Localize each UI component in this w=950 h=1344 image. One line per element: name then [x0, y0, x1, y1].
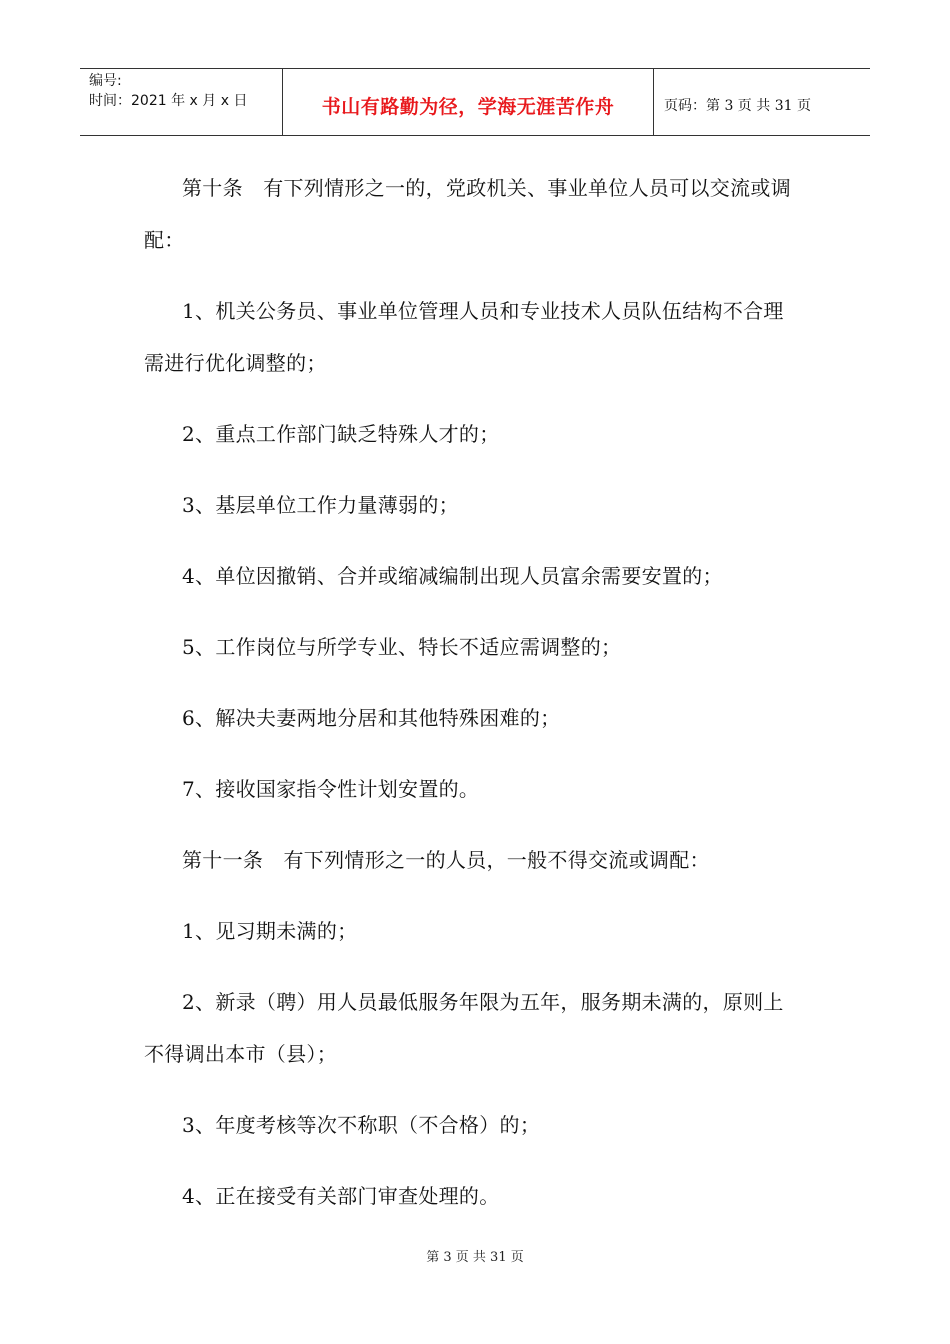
header-page-info-cell [654, 69, 870, 135]
page-info: 页码：第 3 页 共 31 页 [664, 98, 811, 114]
header-meta [80, 69, 282, 135]
paragraph: 7、接收国家指令性计划安置的。 [182, 777, 480, 801]
paragraph: 3、年度考核等次不称职（不合格）的； [182, 1113, 541, 1137]
paragraph: 5、工作岗位与所学专业、特长不适应需调整的； [182, 635, 622, 659]
paragraph: 2、重点工作部门缺乏特殊人才的； [182, 422, 500, 446]
page-footer [0, 1246, 950, 1265]
paragraph: 第十一条 有下列情形之一的人员，一般不得交流或调配： [182, 848, 710, 872]
paragraph: 1、机关公务员、事业单位管理人员和专业技术人员队伍结构不合理需进行优化调整的； [144, 299, 784, 375]
paragraph: 第十条 有下列情形之一的，党政机关、事业单位人员可以交流或调配： [144, 176, 791, 252]
header-motto-cell [282, 69, 654, 135]
paragraph: 1、见习期未满的； [182, 919, 358, 943]
document-body [144, 162, 804, 1241]
time-label: 时间：2021 年 x 月 x 日 [89, 93, 248, 109]
paragraph: 4、正在接受有关部门审查处理的。 [182, 1184, 500, 1208]
page-number-text: 第 3 页 共 31 页 [426, 1250, 524, 1265]
number-label: 编号: [89, 73, 122, 89]
paragraph: 4、单位因撤销、合并或缩减编制出现人员富余需要安置的； [182, 564, 723, 588]
motto-text: 书山有路勤为径，学海无涯苦作舟 [321, 95, 615, 118]
paragraph: 6、解决夫妻两地分居和其他特殊困难的； [182, 706, 561, 730]
page-header [80, 68, 870, 136]
paragraph: 2、新录（聘）用人员最低服务年限为五年，服务期未满的，原则上不得调出本市（县）； [144, 990, 784, 1066]
paragraph: 3、基层单位工作力量薄弱的； [182, 493, 459, 517]
